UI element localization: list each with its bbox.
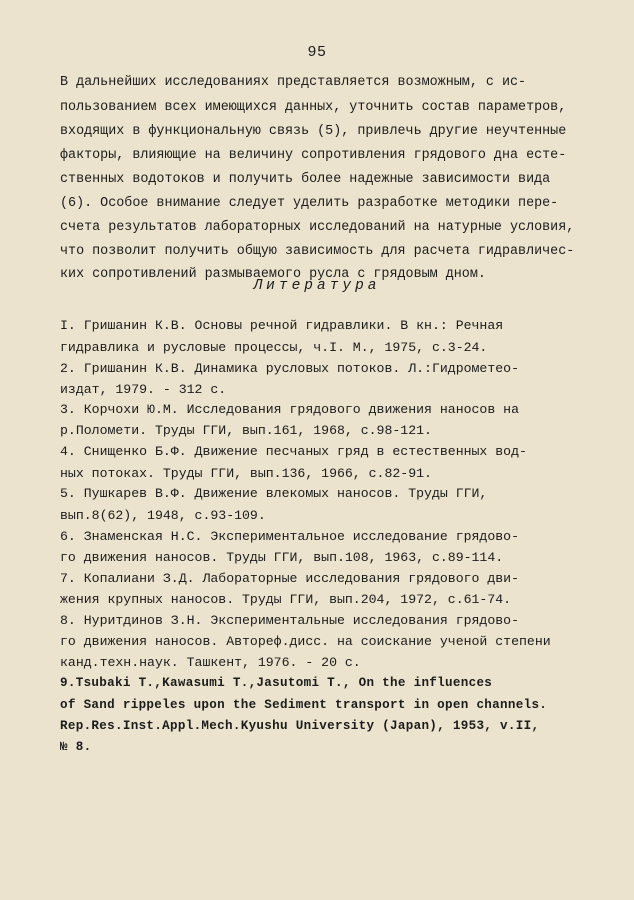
body-line: счета результатов лабораторных исследований на натурные условия, [60, 220, 575, 235]
reference-line: жения крупных наносов. Труды ГГИ, вып.204, 1972, с.61-74. [60, 592, 512, 607]
reference-line: издат, 1979. - 312 с. [60, 382, 227, 397]
reference-line: 4. Снищенко Б.Ф. Движение песчаных гряд в естественных вод- [60, 444, 527, 459]
reference-line: 8. Нуритдинов З.Н. Экспериментальные исследования грядово- [60, 613, 519, 628]
body-line: факторы, влияющие на величину сопротивления грядового дна есте- [60, 148, 567, 163]
reference-line: 9.Tsubaki T.,Kawasumi T.,Jasutomi T., On the influences [60, 676, 493, 690]
body-line: что позволит получить общую зависимость для расчета гидравличес- [60, 244, 575, 259]
reference-line: 6. Знаменская Н.С. Экспериментальное исследование грядово- [60, 529, 519, 544]
reference-line: 2. Гришанин К.В. Динамика русловых потоков. Л.:Гидрометео- [60, 361, 519, 376]
reference-line: вып.8(62), 1948, с.93-109. [60, 508, 266, 523]
reference-line: № 8. [60, 740, 92, 754]
reference-line: 7. Копалиани З.Д. Лабораторные исследования грядового дви- [60, 571, 519, 586]
body-line: В дальнейших исследованиях представляется возможным, с ис- [60, 75, 527, 90]
reference-line: 3. Корчохи Ю.М. Исследования грядового движения наносов на [60, 402, 519, 417]
reference-line: гидравлика и русловые процессы, ч.I. М., 1975, с.3-24. [60, 340, 488, 355]
body-line: ственных водотоков и получить более надежные зависимости вида [60, 172, 551, 187]
references-heading: Литература [253, 278, 381, 294]
reference-line: of Sand rippeles upon the Sediment transport in open channels. [60, 698, 548, 712]
reference-line: ных потоках. Труды ГГИ, вып.136, 1966, с.82-91. [60, 466, 432, 481]
reference-line: 5. Пушкарев В.Ф. Движение влекомых наносов. Труды ГГИ, [60, 486, 488, 501]
body-line: (6). Особое внимание следует уделить разработке методики пере- [60, 196, 559, 211]
reference-line: канд.техн.наук. Ташкент, 1976. - 20 с. [60, 655, 361, 670]
body-line: входящих в функциональную связь (5), привлечь другие неучтенные [60, 124, 567, 139]
reference-line: го движения наносов. Труды ГГИ, вып.108, 1963, с.89-114. [60, 550, 504, 565]
reference-line: го движения наносов. Автореф.дисс. на соискание ученой степени [60, 634, 551, 649]
body-line: пользованием всех имеющихся данных, уточнить состав параметров, [60, 100, 567, 115]
reference-line: I. Гришанин К.В. Основы речной гидравлики. В кн.: Речная [60, 318, 504, 333]
reference-line: Rep.Res.Inst.Appl.Mech.Kyushu University (Japan), 1953, v.II, [60, 719, 540, 733]
page-number: 95 [307, 44, 327, 61]
reference-line: р.Поломети. Труды ГГИ, вып.161, 1968, с.98-121. [60, 423, 432, 438]
body-line: ких сопротивлений размываемого русла с грядовым дном. [60, 267, 486, 282]
